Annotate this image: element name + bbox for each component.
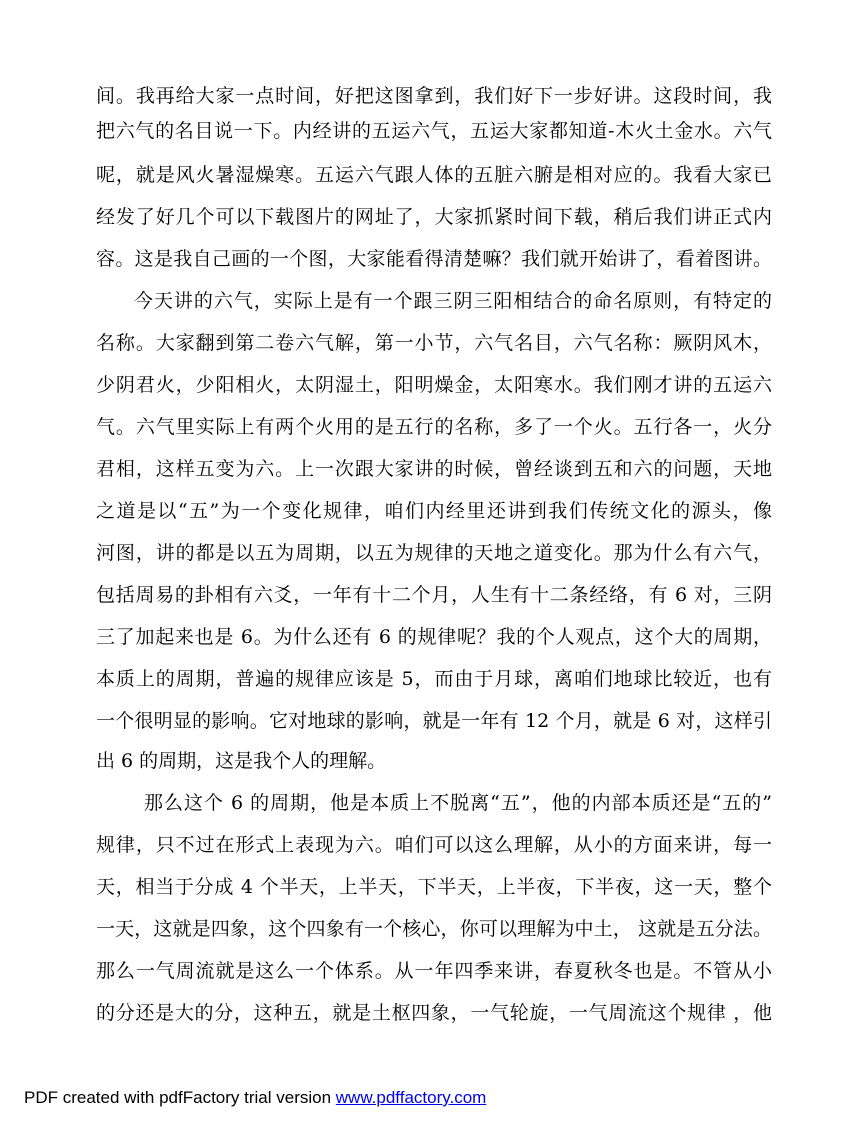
text-line: 今天讲的六气，实际上是有一个跟三阴三阳相结合的命名原则，有特定的	[134, 290, 772, 312]
text-line: 天，相当于分成 4 个半天，上半天，下半天，上半夜，下半夜，这一天，整个	[96, 876, 772, 898]
text-line: 容。这是我自己画的一个图，大家能看得清楚嘛？我们就开始讲了，看着图讲。	[96, 248, 772, 270]
pdffactory-link[interactable]: www.pdffactory.com	[335, 1088, 487, 1107]
text-line: 君相，这样五变为六。上一次跟大家讲的时候，曾经谈到五和六的问题，天地	[96, 458, 772, 480]
text-line: 一天，这就是四象，这个四象有一个核心，你可以理解为中土， 这就是五分法。	[96, 918, 772, 940]
text-line: 少阴君火，少阳相火，太阴湿土，阳明燥金，太阳寒水。我们刚才讲的五运六	[96, 374, 772, 396]
text-line: 的分还是大的分，这种五，就是土枢四象，一气轮旋，一气周流这个规律 ，他	[96, 1002, 772, 1024]
pdf-footer	[24, 1087, 486, 1109]
text-line: 把六气的名目说一下。内经讲的五运六气，五运大家都知道-木火土金水。六气	[96, 120, 772, 142]
text-line: 气。六气里实际上有两个火用的是五行的名称，多了一个火。五行各一，火分	[96, 416, 772, 438]
text-line: 包括周易的卦相有六爻，一年有十二个月，人生有十二条经络，有 6 对，三阴	[96, 584, 772, 606]
text-line: 规律，只不过在形式上表现为六。咱们可以这么理解，从小的方面来讲，每一	[96, 834, 772, 856]
footer-text: PDF created with pdfFactory trial version	[24, 1088, 336, 1107]
text-line: 之道是以“五”为一个变化规律，咱们内经里还讲到我们传统文化的源头，像	[96, 500, 772, 522]
text-line: 间。我再给大家一点时间，好把这图拿到，我们好下一步好讲。这段时间，我	[96, 85, 772, 107]
text-line: 出 6 的周期，这是我个人的理解。	[96, 750, 387, 772]
text-line: 本质上的周期，普遍的规律应该是 5，而由于月球，离咱们地球比较近，也有	[96, 668, 772, 690]
text-line: 那么一气周流就是这么一个体系。从一年四季来讲，春夏秋冬也是。不管从小	[96, 960, 772, 982]
text-line: 河图，讲的都是以五为周期，以五为规律的天地之道变化。那为什么有六气，	[96, 542, 772, 564]
text-line: 三了加起来也是 6。为什么还有 6 的规律呢？我的个人观点，这个大的周期，	[96, 626, 772, 648]
text-line: 那么这个 6 的周期，他是本质上不脱离“五”，他的内部本质还是“五的”	[144, 792, 772, 814]
text-line: 一个很明显的影响。它对地球的影响，就是一年有 12 个月，就是 6 对，这样引	[96, 710, 772, 732]
text-line: 经发了好几个可以下载图片的网址了，大家抓紧时间下载，稍后我们讲正式内	[96, 206, 772, 228]
text-line: 呢，就是风火暑湿燥寒。五运六气跟人体的五脏六腑是相对应的。我看大家已	[96, 164, 772, 186]
text-line: 名称。大家翻到第二卷六气解，第一小节，六气名目，六气名称：厥阴风木，	[96, 332, 772, 354]
